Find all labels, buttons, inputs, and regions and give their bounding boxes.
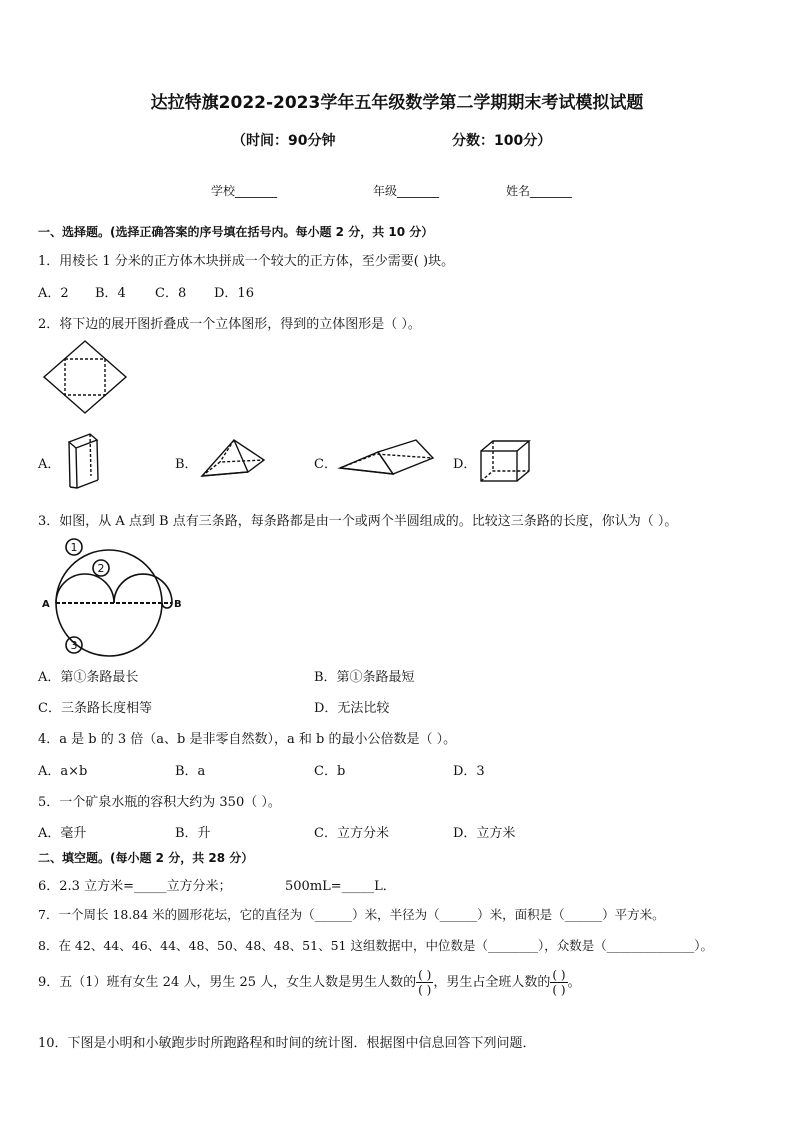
q2-option-b: B． — [175, 457, 198, 472]
q5-option-c: C．立方分米 — [314, 826, 389, 841]
q9-fraction-2-numerator: ( ) — [552, 968, 566, 982]
question-10: 10．下图是小明和小敏跑步时所跑路程和时间的统计图．根据图中信息回答下列问题． — [38, 1036, 536, 1051]
question-4: 4．a 是 b 的 3 倍（a、b 是非零自然数），a 和 b 的最小公倍数是（ ）。 — [38, 732, 457, 747]
q3-option-a: A．第①条路最长 — [38, 670, 139, 685]
question-5: 5．一个矿泉水瓶的容积大约为 350（ ）。 — [38, 795, 281, 810]
question-6-part-a: 6．2.3 立方米=_____立方分米； — [38, 879, 232, 894]
q5-option-d: D．立方米 — [453, 826, 516, 841]
q3-option-c: C．三条路长度相等 — [38, 701, 152, 716]
q9-fraction-1 — [416, 968, 433, 997]
path-1-label: 1 — [70, 541, 78, 554]
q4-option-c: C．b — [314, 764, 346, 779]
question-8: 8．在 42、44、46、44、48、50、48、48、51、51 这组数据中，中位数是（________），众数是（______________）。 — [38, 938, 713, 953]
q4-option-d: D．3 — [453, 764, 485, 779]
question-7: 7．一个周长 18.84 米的圆形花坛，它的直径为（______）米，半径为（______）米，面积是（______）平方米。 — [38, 907, 665, 922]
q9-fraction-1-denominator: ( ) — [418, 983, 432, 997]
q1-option-d: D．16 — [214, 286, 254, 301]
section-fill-heading: 二、填空题。(每小题 2 分，共 28 分） — [38, 851, 254, 865]
q4-option-b: B．a — [175, 764, 206, 779]
q9-text-c: 。 — [567, 975, 581, 990]
triangular-prism-figure — [64, 432, 104, 492]
lying-prism-figure — [338, 438, 438, 478]
q5-option-b: B．升 — [175, 826, 211, 841]
name-field: 姓名_______ — [506, 184, 573, 198]
page-title: 达拉特旗2022-2023学年五年级数学第二学期期末考试模拟试题 — [150, 93, 644, 113]
q1-option-c: C．8 — [155, 286, 187, 301]
q9-fraction-2-denominator: ( ) — [552, 983, 566, 997]
path-3-label: 3 — [70, 639, 78, 652]
question-1: 1．用棱长 1 分米的正方体木块拼成一个较大的正方体，至少需要( )块。 — [38, 254, 455, 269]
question-9 — [38, 968, 581, 997]
net-diagram — [40, 337, 130, 417]
q9-text-a: 9．五（1）班有女生 24 人，男生 25 人，女生人数是男生人数的 — [38, 975, 417, 990]
cube-figure — [478, 438, 534, 484]
question-2: 2．将下边的展开图折叠成一个立体图形，得到的立体图形是（ ）。 — [38, 317, 421, 332]
q3-option-d: D．无法比较 — [314, 701, 390, 716]
q2-option-d: D． — [453, 457, 477, 472]
q2-option-c: C． — [314, 457, 337, 472]
total-score: 分数：100分） — [452, 133, 552, 149]
q3-option-b: B．第①条路最短 — [314, 670, 415, 685]
q1-option-b: B．4 — [95, 286, 126, 301]
question-3: 3．如图，从 A 点到 B 点有三条路，每条路都是由一个或两个半圆组成的。比较这三条路的长度，你认为（ ）。 — [38, 514, 678, 529]
time-limit: （时间：90分钟 — [232, 133, 336, 149]
path-2-label: 2 — [97, 562, 105, 575]
point-a-label: A — [42, 599, 50, 610]
q9-fraction-1-numerator: ( ) — [418, 968, 432, 982]
grade-field: 年级_______ — [373, 184, 440, 198]
three-paths-diagram — [40, 535, 200, 655]
q4-option-a: A．a×b — [38, 764, 88, 779]
q1-option-a: A．2 — [38, 286, 69, 301]
q9-text-b: ，男生占全班人数的 — [433, 975, 551, 990]
point-b-label: B — [174, 599, 182, 610]
school-field: 学校_______ — [211, 184, 278, 198]
question-6-part-b: 500mL=_____L． — [285, 879, 396, 894]
q2-option-a: A． — [38, 457, 61, 472]
q9-fraction-2 — [550, 968, 567, 997]
pyramid-figure — [198, 438, 268, 480]
section-choice-heading: 一、选择题。(选择正确答案的序号填在括号内。每小题 2 分，共 10 分） — [38, 225, 434, 239]
q5-option-a: A．毫升 — [38, 826, 87, 841]
